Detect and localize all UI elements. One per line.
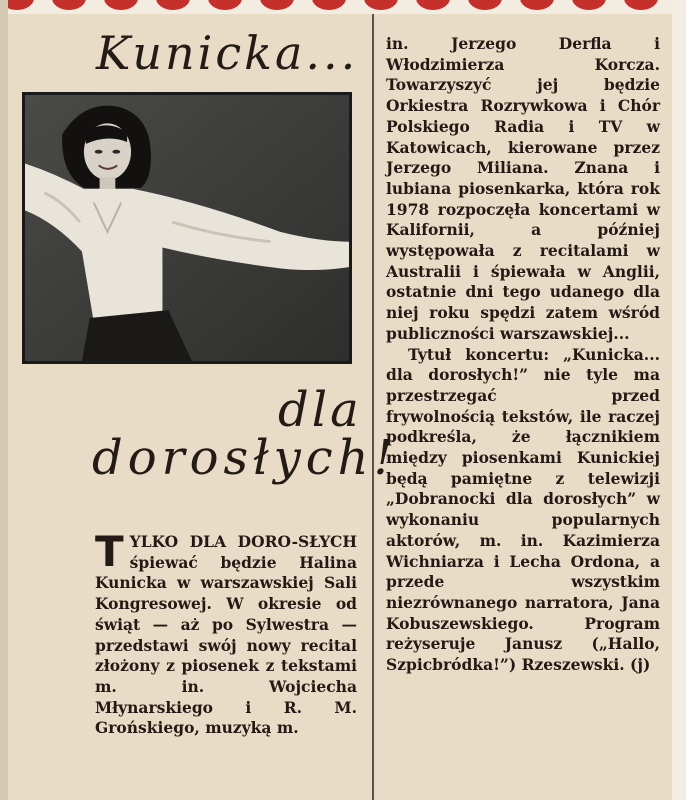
page-edge-right bbox=[672, 0, 686, 800]
article-column-left bbox=[95, 527, 357, 739]
lead-caps: YLKO DLA DORO-SŁYCH bbox=[129, 532, 357, 551]
drop-cap: T bbox=[95, 527, 124, 576]
headline-part-2: dla bbox=[278, 382, 362, 438]
singer-photo bbox=[22, 92, 352, 364]
left-body-text: śpiewać będzie Halina Kunicka w warszawskiej Sali Kongresowej. W okresie od świąt — aż po Sylwestra — przedstawi swój nowy recital złożony z piosenek z tekstami m. in. Wojciecha Młynarskiego i R. M. Grońskiego, muzyką m. bbox=[95, 552, 357, 738]
column-divider bbox=[372, 14, 374, 800]
decorative-top-border bbox=[0, 0, 686, 14]
headline-part-3: dorosłych! bbox=[92, 430, 398, 486]
right-paragraph-1: in. Jerzego Derfla i Włodzimierza Korcza. Towarzyszyć jej będzie Orkiestra Rozrywkowa i Chór Polskiego Radia i TV w Katowicach, kierowane przez Jerzego Miliana. Znana i lubiana piosenkarka, która rok 1978 rozpoczęła koncertami w Kalifornii, a później występowała z recitalami w Australii i śpiewała w Anglii, ostatnie dni tego udanego dla niej roku spędzi zatem wśród publiczności warszawskiej... bbox=[386, 34, 660, 343]
page-edge-left bbox=[0, 0, 8, 800]
right-paragraph-2: Tytuł koncertu: „Kunicka... dla dorosłych!” nie tyle ma przestrzegać przed frywolnością tekstów, ile raczej podkreśla, że łącznikiem między piosenkami Kunickiej będą pamiętne z telewizji „Dobranocki dla dorosłych” w wykonaniu popularnych aktorów, m. in. Kazimierza Wichniarza i Lecha Ordona, a przede wszystkim niezrównanego narratora, Jana Kobuszewskiego. Program reżyseruje Janusz („Hallo, Szpicbródka!”) Rzeszewski. (j) bbox=[386, 344, 660, 675]
article-column-right bbox=[386, 34, 660, 676]
headline-part-1: Kunicka... bbox=[96, 26, 359, 80]
